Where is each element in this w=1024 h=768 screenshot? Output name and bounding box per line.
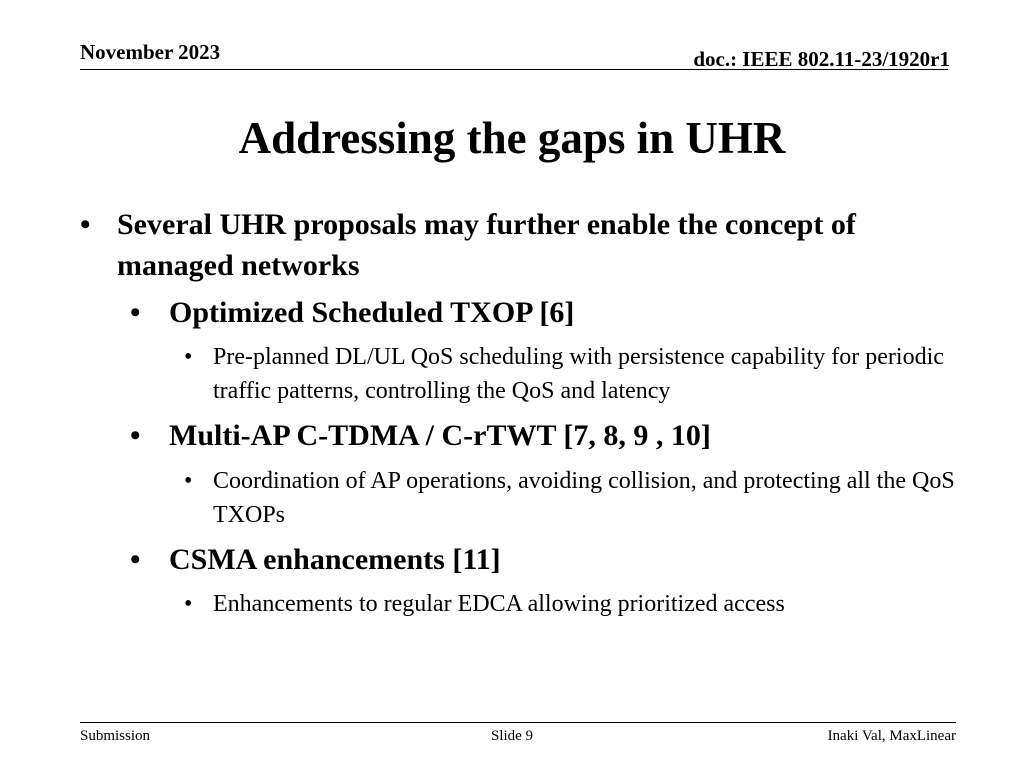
footer-author: Inaki Val, MaxLinear [827, 728, 956, 744]
bullet-marker: • [130, 419, 141, 452]
sub-bullet-text: CSMA enhancements [11] [169, 543, 501, 576]
detail-bullet-text: Enhancements to regular EDCA allowing prioritized access [213, 591, 785, 617]
bullet-marker: • [184, 591, 193, 617]
bullet-marker: • [184, 468, 193, 494]
detail-bullet-text: Coordination of AP operations, avoiding collision, and protecting all the QoS TXOPs [213, 468, 955, 528]
footer-submission: Submission [80, 728, 151, 744]
slide-title: Addressing the gaps in UHR [238, 113, 786, 163]
bullet-marker: • [130, 543, 141, 576]
bullet-marker: • [184, 344, 193, 370]
main-bullet-text: Several UHR proposals may further enable the concept of managed networks [117, 208, 856, 282]
header-date: November 2023 [80, 40, 221, 64]
bullet-marker: • [130, 296, 141, 329]
detail-bullet-text: Pre-planned DL/UL QoS scheduling with persistence capability for periodic traffic patterns, controlling the QoS and latency [213, 344, 944, 404]
footer-slide-number: Slide 9 [490, 728, 534, 744]
bullet-marker: • [80, 208, 91, 241]
sub-bullet-text: Multi-AP C-TDMA / C-rTWT [7, 8, 9 , 10] [169, 419, 711, 452]
sub-bullet-text: Optimized Scheduled TXOP [6] [169, 296, 575, 329]
footer-divider [80, 722, 956, 723]
header-doc-id: doc.: IEEE 802.11-23/1920r1 [693, 47, 950, 71]
